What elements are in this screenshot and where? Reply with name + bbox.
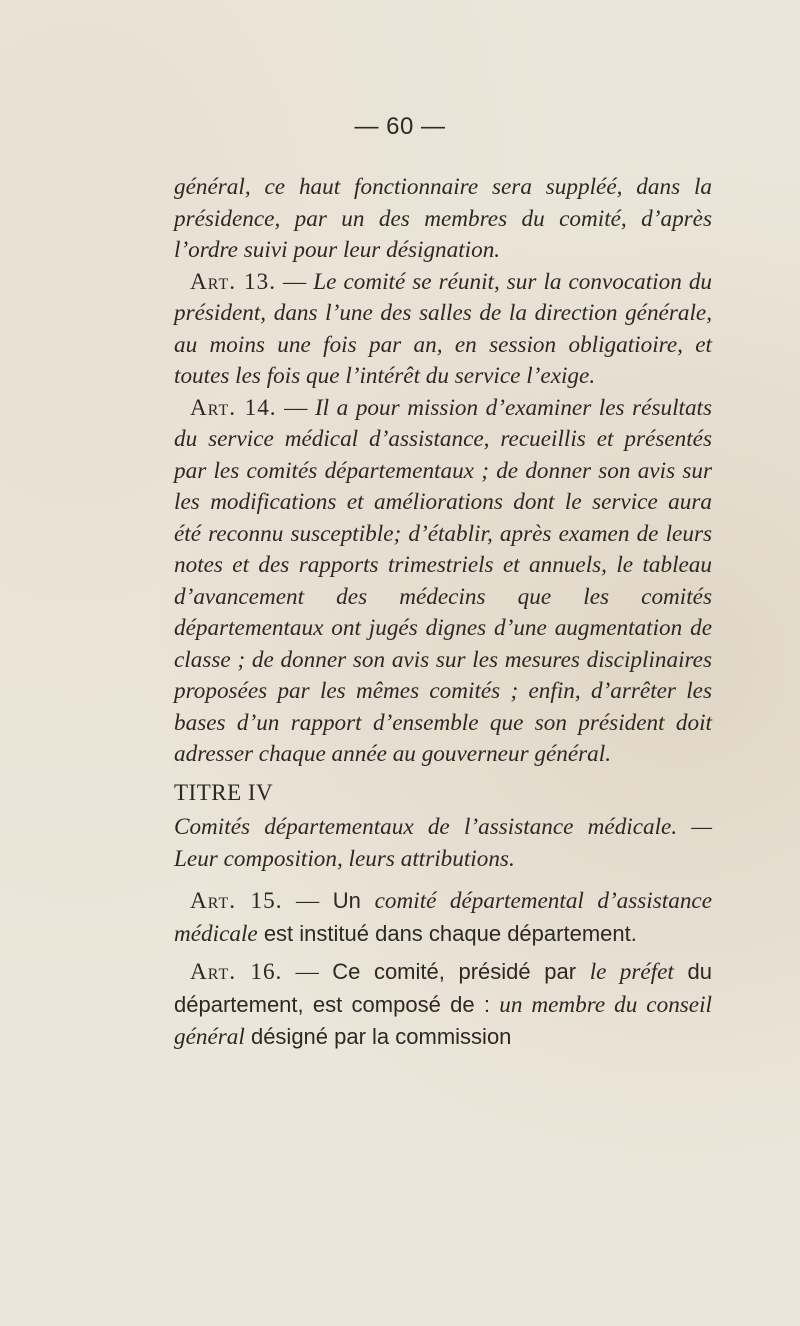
article-14-label: Art. 14. — [190, 394, 277, 421]
article-14 — [174, 393, 712, 771]
article-16-text-c: du département, est composé de : — [174, 959, 713, 1017]
article-15-dash: — — [282, 888, 333, 914]
article-16-text-d: un membre du conseil général — [174, 991, 712, 1050]
article-16-dash: — — [282, 959, 333, 985]
article-13 — [174, 267, 712, 393]
article-13-dash: — — [276, 268, 314, 295]
article-15-text-a: Un — [332, 888, 375, 913]
article-15 — [174, 885, 712, 950]
article-13-label: Art. 13. — [190, 268, 277, 295]
body-text — [174, 172, 712, 1054]
article-14-dash: — — [276, 394, 315, 421]
article-16-label: Art. 16. — [190, 959, 283, 985]
article-16-text-a: Ce comité, présidé par — [332, 959, 590, 984]
article-13-text: Le comité se réunit, sur la convocation du président, dans l’une des salles de la direction générale, au moins une fois par an, en session obligatioire, et toutes les fois que l’intérêt du service l’exige. — [174, 268, 713, 389]
paragraph-continuation: général, ce haut fonctionnaire sera suppléé, dans la présidence, par un des membres du comité, d’après l’ordre suivi pour leur désignation. — [174, 174, 712, 263]
article-15-label: Art. 15. — [190, 888, 283, 914]
article-14-text: Il a pour mission d’examiner les résultats du service médical d’assistance, recueillis et présentés par les comités départementaux ; de donner son avis sur les modifications et améliorations dont le service aura été reconnu susceptible; d’établir, après examen de leurs notes et des rapports trimestriels et annuels, le tableau d’avancement des médecins que les comités départementaux ont jugés dignes d’une augmentation de classe ; de donner son avis sur les mesures disciplinaires proposées par les mêmes comités ; enfin, d’arrêter les bases d’un rapport d’ensemble que son président doit adresser chaque année au gouverneur général. — [174, 394, 713, 767]
article-16 — [174, 956, 712, 1054]
page-number: — 60 — — [354, 113, 446, 140]
section-subtitle: Comités départementaux de l’assistance médicale. — Leur composition, leurs attributions. — [174, 814, 712, 872]
article-15-text-c: est institué dans chaque département. — [257, 920, 637, 946]
article-16-text-b: le préfet — [589, 959, 674, 985]
article-15-text-b: comité départemental d’assistance médicale — [174, 888, 712, 947]
section-heading: TITRE IV — [174, 779, 274, 805]
article-16-text-e: désigné par la commission — [244, 1024, 512, 1049]
